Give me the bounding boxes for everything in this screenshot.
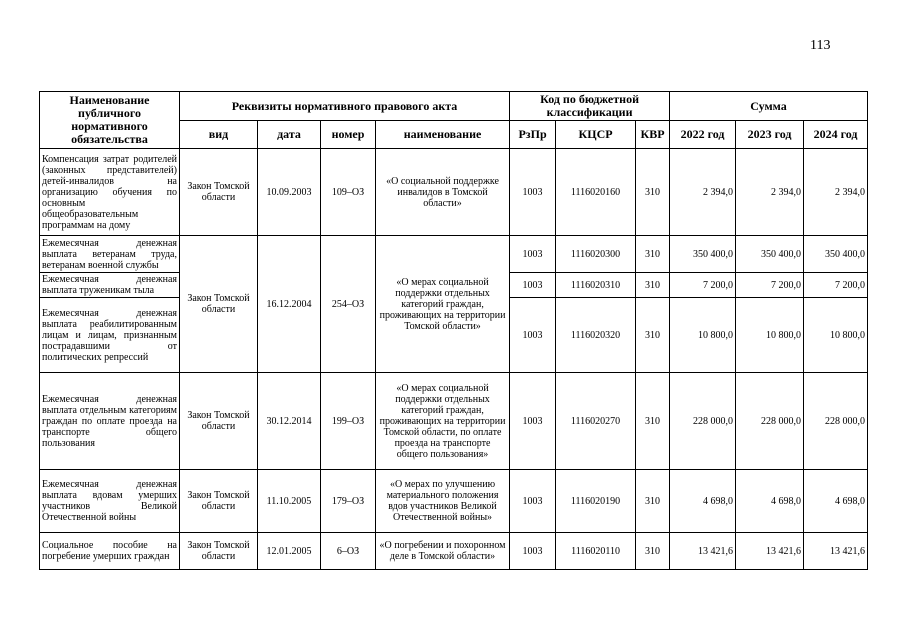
sum-2023: 4 698,0 bbox=[736, 470, 804, 533]
header-kind: вид bbox=[180, 121, 258, 149]
sum-2024: 2 394,0 bbox=[804, 149, 868, 236]
header-2024: 2024 год bbox=[804, 121, 868, 149]
rzpr-cell: 1003 bbox=[510, 373, 556, 470]
kcsr-cell: 1116020310 bbox=[556, 273, 636, 298]
sum-2022: 228 000,0 bbox=[670, 373, 736, 470]
sum-2024: 4 698,0 bbox=[804, 470, 868, 533]
sum-2023: 228 000,0 bbox=[736, 373, 804, 470]
kcsr-cell: 1116020320 bbox=[556, 298, 636, 373]
header-name: наименование bbox=[376, 121, 510, 149]
kvr-cell: 310 bbox=[636, 149, 670, 236]
sum-2022: 350 400,0 bbox=[670, 236, 736, 273]
sum-2024: 13 421,6 bbox=[804, 533, 868, 570]
sum-2023: 350 400,0 bbox=[736, 236, 804, 273]
act-number: 254–ОЗ bbox=[321, 236, 376, 373]
act-date: 16.12.2004 bbox=[258, 236, 321, 373]
obligation-cell: Социальное пособие на погребение умерших граждан bbox=[40, 533, 180, 570]
obligations-table bbox=[39, 91, 868, 570]
sum-2023: 7 200,0 bbox=[736, 273, 804, 298]
obligation-cell: Ежемесячная денежная выплата реабилитированным лицам и лицам, признанным пострадавшими от политических репрессий bbox=[40, 298, 180, 373]
act-name: «О мерах по улучшению материального положения вдов участников Великой Отечественной войны» bbox=[376, 470, 510, 533]
kvr-cell: 310 bbox=[636, 373, 670, 470]
kcsr-cell: 1116020190 bbox=[556, 470, 636, 533]
header-2022: 2022 год bbox=[670, 121, 736, 149]
rzpr-cell: 1003 bbox=[510, 470, 556, 533]
act-date: 30.12.2014 bbox=[258, 373, 321, 470]
header-budget-code: Код по бюджетной классификации bbox=[510, 92, 670, 121]
act-number: 179–ОЗ bbox=[321, 470, 376, 533]
act-date: 12.01.2005 bbox=[258, 533, 321, 570]
rzpr-cell: 1003 bbox=[510, 273, 556, 298]
header-2023: 2023 год bbox=[736, 121, 804, 149]
obligation-cell: Ежемесячная денежная выплата отдельным категориям граждан по оплате проезда на транспорте общего пользования bbox=[40, 373, 180, 470]
header-kcsr: КЦСР bbox=[556, 121, 636, 149]
act-kind: Закон Томской области bbox=[180, 149, 258, 236]
sum-2022: 7 200,0 bbox=[670, 273, 736, 298]
act-number: 6–ОЗ bbox=[321, 533, 376, 570]
kvr-cell: 310 bbox=[636, 298, 670, 373]
sum-2023: 13 421,6 bbox=[736, 533, 804, 570]
act-number: 199–ОЗ bbox=[321, 373, 376, 470]
kcsr-cell: 1116020160 bbox=[556, 149, 636, 236]
page-number: 113 bbox=[810, 38, 831, 53]
act-kind: Закон Томской области bbox=[180, 533, 258, 570]
rzpr-cell: 1003 bbox=[510, 236, 556, 273]
obligation-cell: Ежемесячная денежная выплата вдовам умерших участников Великой Отечественной войны bbox=[40, 470, 180, 533]
sum-2022: 4 698,0 bbox=[670, 470, 736, 533]
sum-2024: 228 000,0 bbox=[804, 373, 868, 470]
header-number: номер bbox=[321, 121, 376, 149]
header-act-details: Реквизиты нормативного правового акта bbox=[180, 92, 510, 121]
act-kind: Закон Томской области bbox=[180, 470, 258, 533]
obligation-cell: Ежемесячная денежная выплата ветеранам труда, ветеранам военной службы bbox=[40, 236, 180, 273]
table-row bbox=[40, 149, 868, 236]
act-name: «О мерах социальной поддержки отдельных категорий граждан, проживающих на территории Томской области» bbox=[376, 236, 510, 373]
header-rzpr: РзПр bbox=[510, 121, 556, 149]
sum-2023: 10 800,0 bbox=[736, 298, 804, 373]
act-kind: Закон Томской области bbox=[180, 236, 258, 373]
act-date: 10.09.2003 bbox=[258, 149, 321, 236]
sum-2023: 2 394,0 bbox=[736, 149, 804, 236]
kvr-cell: 310 bbox=[636, 273, 670, 298]
table-row bbox=[40, 470, 868, 533]
kvr-cell: 310 bbox=[636, 533, 670, 570]
table-row bbox=[40, 236, 868, 273]
header-sum: Сумма bbox=[670, 92, 868, 121]
act-kind: Закон Томской области bbox=[180, 373, 258, 470]
kcsr-cell: 1116020270 bbox=[556, 373, 636, 470]
sum-2022: 2 394,0 bbox=[670, 149, 736, 236]
act-name: «О социальной поддержке инвалидов в Томской области» bbox=[376, 149, 510, 236]
sum-2024: 10 800,0 bbox=[804, 298, 868, 373]
obligation-cell: Ежемесячная денежная выплата труженикам тыла bbox=[40, 273, 180, 298]
rzpr-cell: 1003 bbox=[510, 149, 556, 236]
rzpr-cell: 1003 bbox=[510, 298, 556, 373]
act-name: «О мерах социальной поддержки отдельных категорий граждан, проживающих на территории Томской области, по оплате проезда на транспорте общего пользования» bbox=[376, 373, 510, 470]
sum-2022: 10 800,0 bbox=[670, 298, 736, 373]
kvr-cell: 310 bbox=[636, 470, 670, 533]
obligation-cell: Компенсация затрат родителей (законных представителей) детей-инвалидов на организацию обучения по основным общеобразовательным программам на дому bbox=[40, 149, 180, 236]
rzpr-cell: 1003 bbox=[510, 533, 556, 570]
kvr-cell: 310 bbox=[636, 236, 670, 273]
kcsr-cell: 1116020300 bbox=[556, 236, 636, 273]
sum-2024: 7 200,0 bbox=[804, 273, 868, 298]
header-date: дата bbox=[258, 121, 321, 149]
table-row bbox=[40, 533, 868, 570]
act-number: 109–ОЗ bbox=[321, 149, 376, 236]
kcsr-cell: 1116020110 bbox=[556, 533, 636, 570]
header-kvr: КВР bbox=[636, 121, 670, 149]
sum-2022: 13 421,6 bbox=[670, 533, 736, 570]
act-name: «О погребении и похоронном деле в Томской области» bbox=[376, 533, 510, 570]
sum-2024: 350 400,0 bbox=[804, 236, 868, 273]
table-row bbox=[40, 373, 868, 470]
act-date: 11.10.2005 bbox=[258, 470, 321, 533]
header-obligation: Наименование публичного нормативного обязательства bbox=[40, 92, 180, 149]
